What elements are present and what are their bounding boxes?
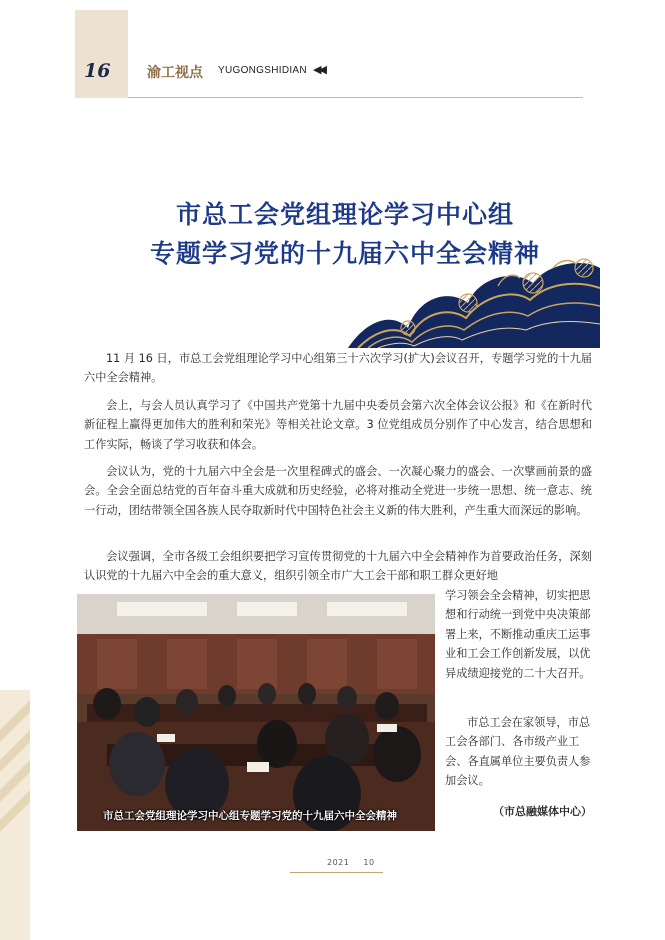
footer-divider xyxy=(290,872,383,873)
footer-issue: 10 xyxy=(363,858,375,867)
header-accent-block xyxy=(75,10,128,98)
double-arrow-icon: ◀◀ xyxy=(313,63,324,76)
column-pinyin: YUGONGSHIDIAN xyxy=(218,65,307,76)
paragraph-3: 会议认为，党的十九届六中全会是一次里程碑式的盛会、一次凝心聚力的盛会、一次擘画前景的盛会。全会全面总结党的百年奋斗重大成就和历史经验，必将对推动全党进一步统一思想、统一意志、统一行动，团结带领全国各族人民夺取新时代中国特色社会主义新的伟大胜利，产生重大而深远的影响。 xyxy=(84,465,592,517)
footer-year: 2021 xyxy=(327,858,350,867)
corner-stripe-decoration-icon xyxy=(0,690,30,940)
source-credit: （市总融媒体中心） xyxy=(493,805,592,818)
side-paragraph-2: 市总工会在家领导，市总工会各部门、各市级产业工会、各直属单位主要负责人参加会议。 xyxy=(445,716,591,788)
paragraph-1: 11 月 16 日，市总工会党组理论学习中心组第三十六次学习(扩大)会议召开，专题学习党的十九届六中全会精神。 xyxy=(84,352,592,385)
issue-footer xyxy=(320,858,382,867)
paragraph-2: 会上，与会人员认真学习了《中国共产党第十九届中央委员会第六次全体会议公报》和《在新时代新征程上赢得更加伟大的胜利和荣光》等相关社论文章。3 位党组成员分别作了中心发言，结合思想和工作实际，畅谈了学习收获和体会。 xyxy=(84,399,592,451)
paragraph-4: 会议强调，全市各级工会组织要把学习宣传贯彻党的十九届六中全会精神作为首要政治任务，深刻认识党的十九届六中全会的重大意义，组织引领全市广大工会干部和职工群众更好地 xyxy=(84,550,592,583)
header-divider xyxy=(128,97,583,98)
wave-decoration-icon xyxy=(348,258,600,348)
meeting-photo xyxy=(77,594,435,831)
column-name: 渝工视点 xyxy=(147,65,203,81)
side-paragraph-1: 学习领会全会精神，切实把思想和行动统一到党中央决策部署上来，不断推动重庆工运事业和工会工作创新发展，以优异成绩迎接党的二十大召开。 xyxy=(445,589,591,680)
article-title-line-2: 专题学习党的十九届六中全会精神 xyxy=(149,239,540,268)
article-title-line-1: 市总工会党组理论学习中心组 xyxy=(175,200,514,229)
page-number: 16 xyxy=(84,60,111,82)
photo-caption: 市总工会党组理论学习中心组专题学习党的十九届六中全会精神 xyxy=(103,810,397,822)
